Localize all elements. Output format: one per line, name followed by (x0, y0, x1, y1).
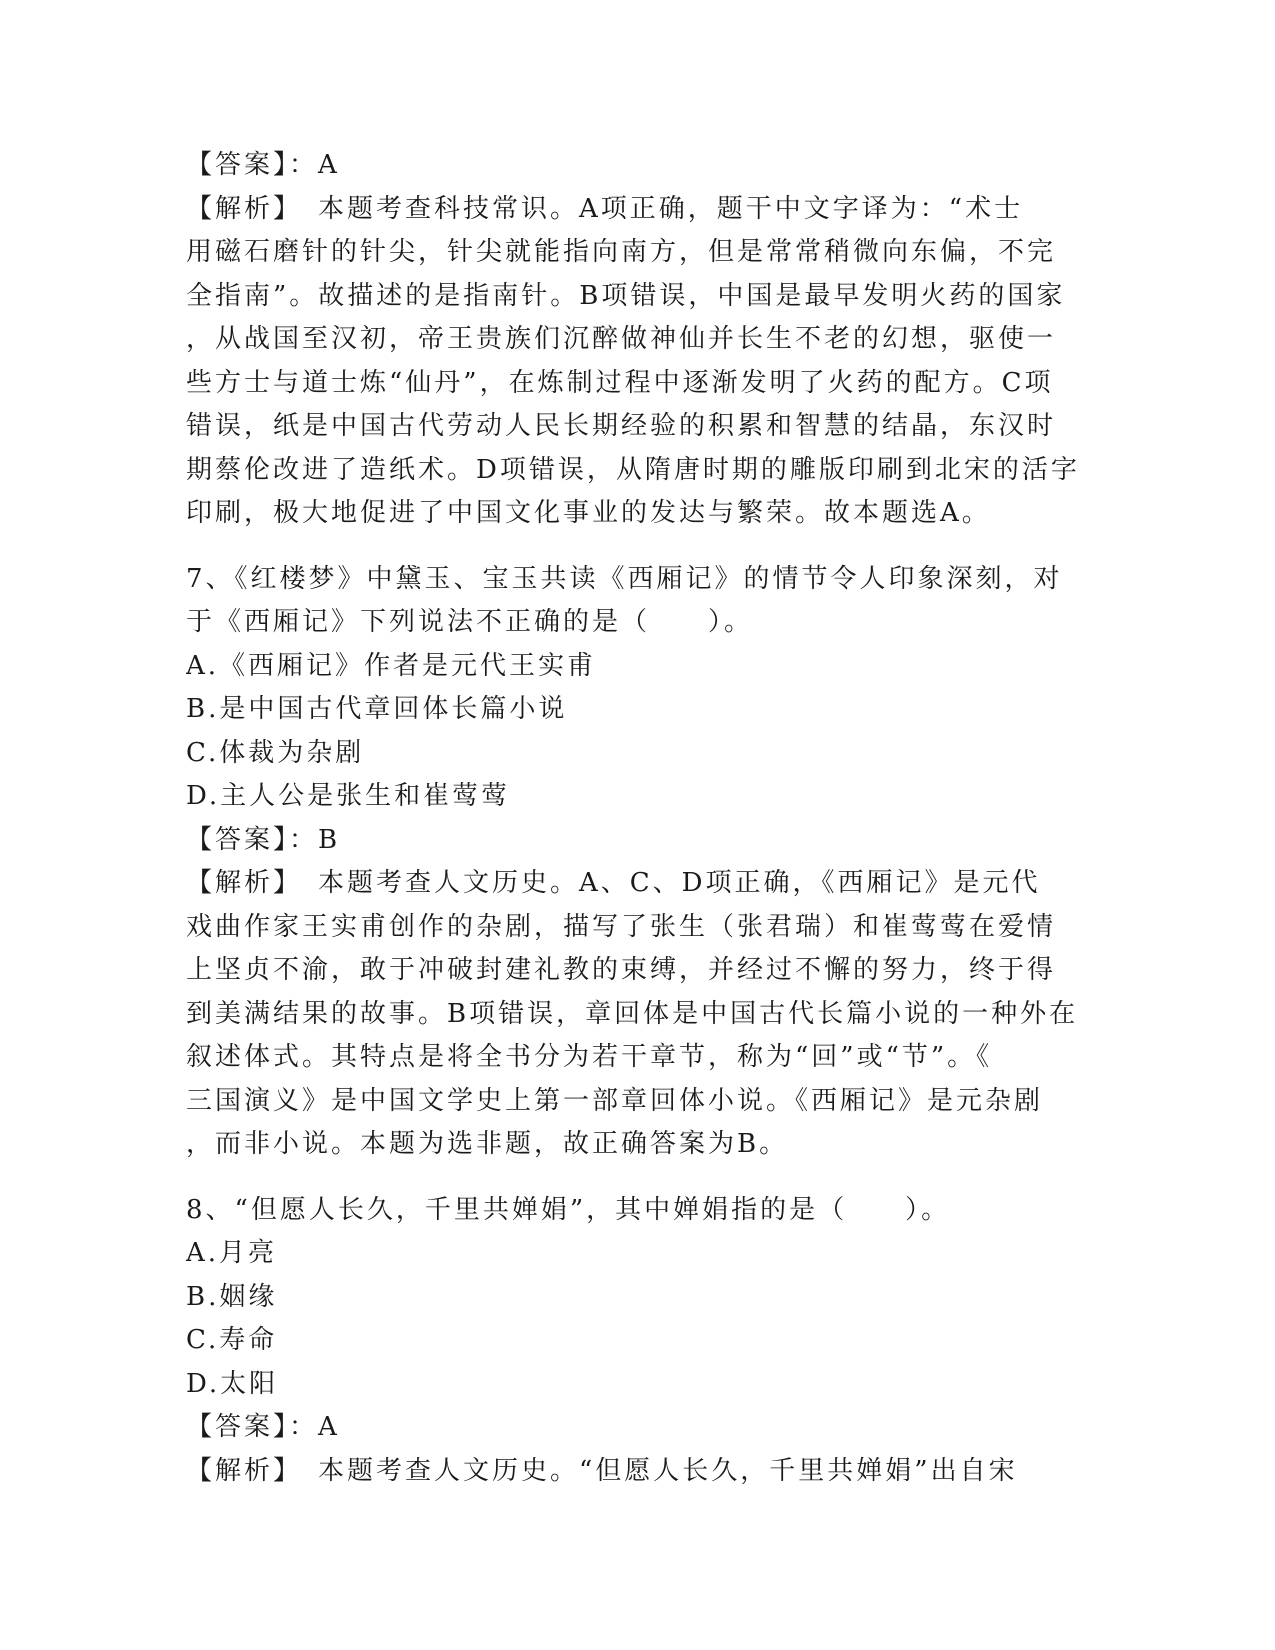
analysis-line: 用磁石磨针的针尖，针尖就能指向南方，但是常常稍微向东偏，不完 (186, 237, 1057, 267)
analysis-line: 【解析】 本题考查人文历史。“但愿人长久，千里共婵娟”出自宋 (186, 1455, 1018, 1486)
analysis-line: 错误，纸是中国古代劳动人民长期经验的积累和智慧的结晶，东汉时 (186, 411, 1057, 441)
answer-label: 【答案】：A (186, 1412, 340, 1442)
question-7 (186, 558, 1086, 1167)
analysis-line: 到美满结果的故事。B项错误，章回体是中国古代长篇小说的一种外在 (186, 998, 1079, 1029)
analysis-line: 戏曲作家王实甫创作的杂剧，描写了张生（张君瑞）和崔莺莺在爱情 (186, 911, 1057, 942)
question-stem: 于《西厢记》下列说法不正确的是（ ）。 (186, 607, 754, 637)
spacer (186, 1167, 1086, 1189)
answer-label: 【答案】：A (186, 150, 340, 180)
analysis-line: 些方士与道士炼“仙丹”，在炼制过程中逐渐发明了火药的配方。C项 (186, 367, 1054, 398)
analysis-line: 【解析】 本题考查人文历史。A、C、D项正确，《西厢记》是元代 (186, 868, 1041, 898)
option-c: C.体裁为杂剧 (186, 737, 365, 768)
option-a: A.月亮 (186, 1238, 278, 1268)
analysis-line: ，而非小说。本题为选非题，故正确答案为B。 (186, 1129, 789, 1159)
analysis-line: 上坚贞不渝，敢于冲破封建礼教的束缚，并经过不懈的努力，终于得 (186, 955, 1057, 985)
question-stem: 8、“但愿人长久，千里共婵娟”，其中婵娟指的是（ ）。 (186, 1194, 951, 1225)
answer-label: 【答案】：B (186, 824, 341, 855)
option-c: C.寿命 (186, 1325, 278, 1355)
analysis-line: ，从战国至汉初，帝王贵族们沉醉做神仙并长生不老的幻想，驱使一 (186, 324, 1057, 354)
analysis-line: 三国演义》是中国文学史上第一部章回体小说。《西厢记》是元杂剧 (186, 1085, 1044, 1116)
option-a: A.《西厢记》作者是元代王实甫 (186, 650, 597, 681)
option-b: B.姻缘 (186, 1281, 278, 1312)
analysis-line: 期蔡伦改进了造纸术。D项错误，从隋唐时期的雕版印刷到北宋的活字 (186, 454, 1080, 485)
option-b: B.是中国古代章回体长篇小说 (186, 694, 568, 724)
spacer (186, 536, 1086, 558)
analysis-line: 【解析】 本题考查科技常识。A项正确，题干中文字译为：“术士 (186, 193, 1024, 224)
analysis-line: 叙述体式。其特点是将全书分为若干章节，称为“回”或“节”。《 (186, 1042, 993, 1072)
question-stem: 7、《红楼梦》中黛玉、宝玉共读《西厢记》的情节令人印象深刻，对 (186, 563, 1063, 594)
page-content (186, 144, 1086, 1493)
analysis-line: 印刷，极大地促进了中国文化事业的发达与繁荣。故本题选A。 (186, 498, 991, 528)
question-6-tail (186, 144, 1086, 536)
option-d: D.太阳 (186, 1368, 279, 1399)
analysis-line: 全指南”。故描述的是指南针。B项错误，中国是最早发明火药的国家 (186, 280, 1066, 311)
option-d: D.主人公是张生和崔莺莺 (186, 781, 511, 811)
question-8 (186, 1189, 1086, 1494)
